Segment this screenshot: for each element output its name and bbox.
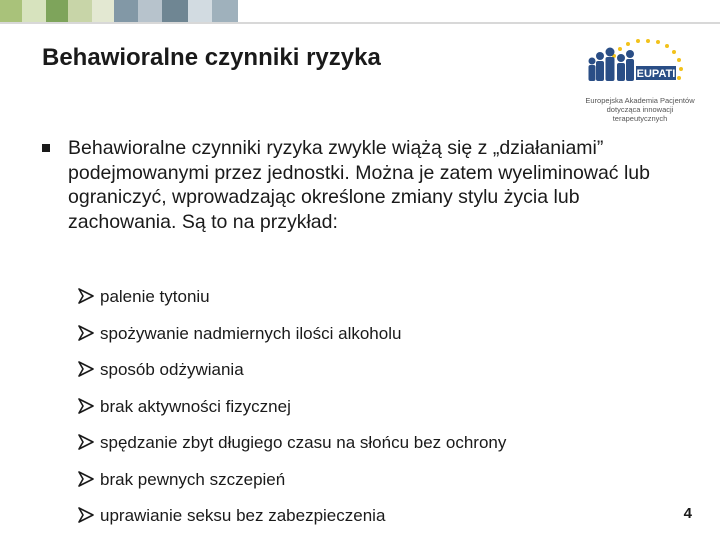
arrowhead-bullet-icon [78, 398, 94, 414]
arrowhead-bullet-icon [78, 325, 94, 341]
list-item [78, 359, 506, 396]
eupati-logo [570, 36, 710, 126]
list-item [78, 323, 506, 360]
list-item-label: sposób odżywiania [100, 360, 244, 379]
strip-square [138, 0, 162, 22]
strip-square [68, 0, 92, 22]
arrowhead-bullet-icon [78, 507, 94, 523]
arrowhead-bullet-icon [78, 288, 94, 304]
strip-square [92, 0, 114, 22]
strip-square [162, 0, 188, 22]
strip-square [0, 0, 22, 22]
list-item [78, 396, 506, 433]
arrowhead-bullet-icon [78, 434, 94, 450]
strip-square [46, 0, 68, 22]
list-item [78, 432, 506, 469]
list-item-label: palenie tytoniu [100, 287, 210, 306]
arrowhead-bullet-icon [78, 361, 94, 377]
strip-square [114, 0, 138, 22]
risk-factor-list [78, 286, 506, 542]
main-bullet-text: Behawioralne czynniki ryzyka zwykle wiążą się z „działaniami” podejmowanymi przez jednostki. Można je zatem wyeliminować lub ograniczyć, wprowadzając określone zmiany stylu życia lub zachowania. Są to na przykład: [68, 137, 651, 233]
list-item-label: spożywanie nadmiernych ilości alkoholu [100, 323, 402, 343]
list-item [78, 469, 506, 506]
strip-square [188, 0, 212, 22]
list-item-label: uprawianie seksu bez zabezpieczenia [100, 506, 386, 525]
list-item [78, 505, 506, 542]
logo-caption-line: dotycząca innowacji [606, 105, 674, 114]
list-item-label: brak pewnych szczepień [100, 469, 286, 489]
logo-caption [570, 96, 710, 123]
list-item-label: brak aktywności fizycznej [100, 396, 291, 416]
strip-square [22, 0, 46, 22]
logo-caption-line: Europejska Akademia Pacjentów [585, 96, 695, 105]
header-divider [0, 22, 720, 24]
slide-title: Behawioralne czynniki ryzyka [42, 44, 381, 71]
logo-caption-line: terapeutycznych [612, 114, 668, 123]
page-number: 4 [683, 505, 692, 522]
arrowhead-bullet-icon [78, 471, 94, 487]
list-item [78, 286, 506, 323]
svg-text:EUPATI: EUPATI [636, 68, 676, 80]
square-bullet-icon [42, 144, 50, 152]
strip-square [212, 0, 238, 22]
list-item-label: spędzanie zbyt długiego czasu na słońcu bez ochrony [100, 433, 507, 452]
decorative-color-strip [0, 0, 238, 22]
eupati-logo-icon [584, 36, 696, 92]
main-bullet [42, 136, 682, 234]
